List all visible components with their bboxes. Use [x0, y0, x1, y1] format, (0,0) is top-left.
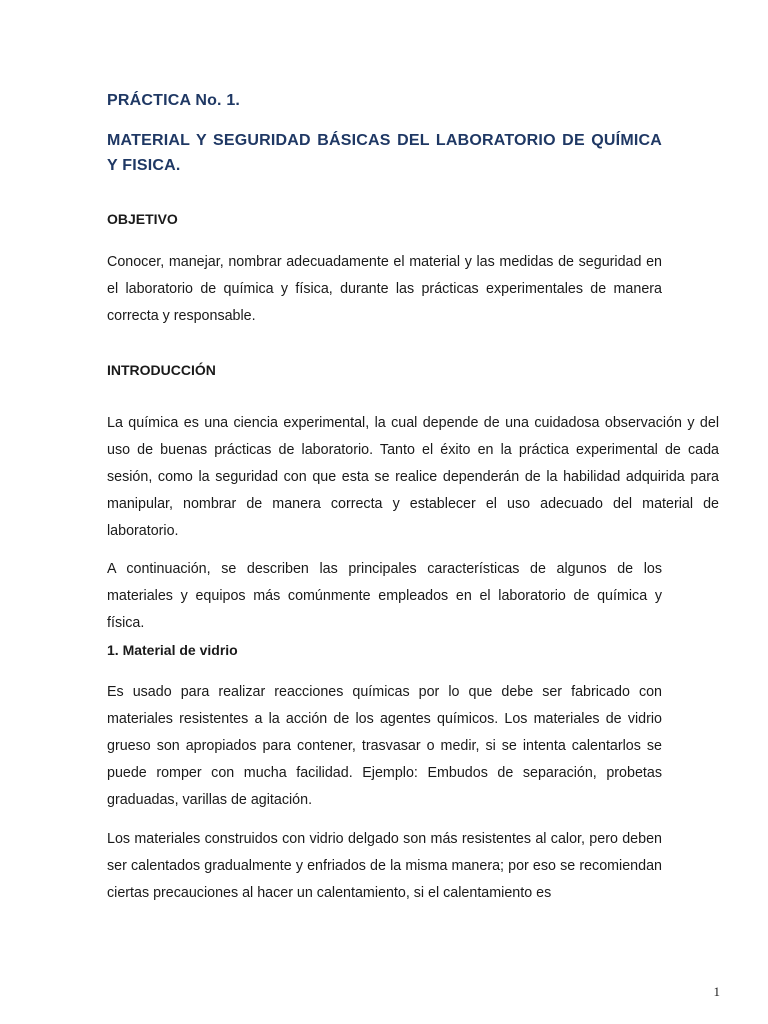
material-vidrio-paragraph-1: Es usado para realizar reacciones químicas por lo que debe ser fabricado con materiales resistentes a la acción de los agentes químicos. Los materiales de vidrio grueso son apropiados para contener, trasvasar o medir, si se intenta calentarlos se puede romper con mucha facilidad. Ejemplo: Embudos de separación, probetas graduadas, varillas de agitación. — [107, 684, 662, 808]
introduccion-paragraph-2: A continuación, se describen las principales características de algunos de los materiales y equipos más comúnmente empleados en el laboratorio de química y física. — [107, 561, 662, 631]
introduccion-heading: INTRODUCCIÓN — [107, 362, 216, 378]
material-vidrio-paragraph-2: Los materiales construidos con vidrio delgado son más resistentes al calor, pero deben ser calentados gradualmente y enfriados de la misma manera; por eso se recomiendan ciertas precauciones al hacer un calentamiento, si el calentamiento es — [107, 831, 662, 901]
practice-title: PRÁCTICA No. 1. — [107, 92, 241, 109]
objetivo-heading: OBJETIVO — [107, 211, 178, 227]
practice-subtitle: MATERIAL Y SEGURIDAD BÁSICAS DEL LABORATORIO DE QUÍMICA Y FISICA. — [107, 132, 662, 174]
material-vidrio-heading: 1. Material de vidrio — [107, 642, 238, 658]
objetivo-paragraph: Conocer, manejar, nombrar adecuadamente el material y las medidas de seguridad en el laboratorio de química y física, durante las prácticas experimentales de manera correcta y responsable. — [107, 254, 662, 324]
page-number: 1 — [713, 984, 720, 999]
introduccion-paragraph-1: La química es una ciencia experimental, la cual depende de una cuidadosa observación y del uso de buenas prácticas de laboratorio. Tanto el éxito en la práctica experimental de cada sesión, como la seguridad con que esta se realice dependerán de la habilidad adquirida para manipular, nombrar de manera correcta y establecer el uso adecuado del material de laboratorio. — [107, 415, 719, 539]
